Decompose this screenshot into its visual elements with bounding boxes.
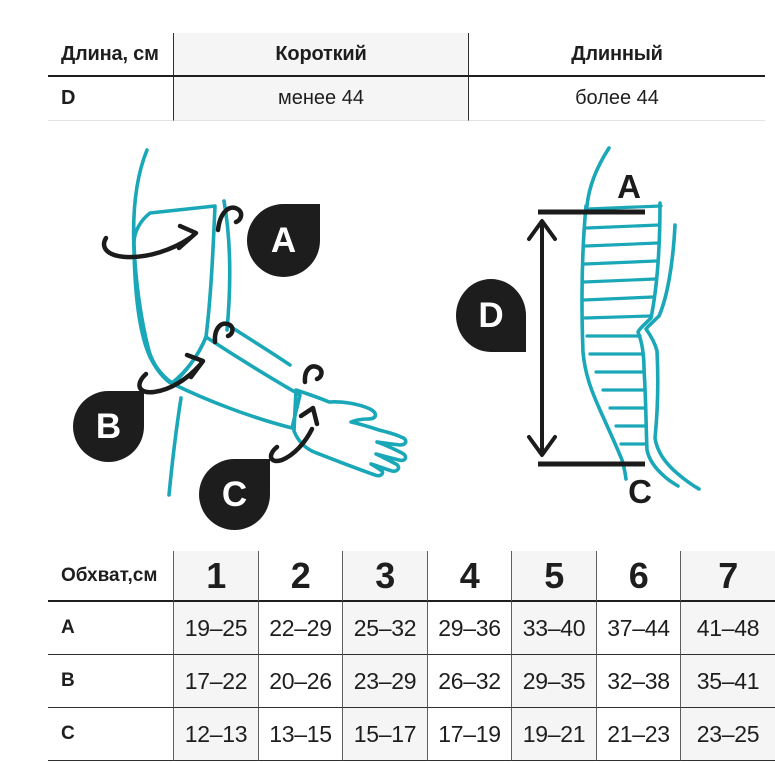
- girth-row-label-c: C: [48, 708, 173, 761]
- badge-a-letter: A: [270, 220, 297, 260]
- girth-cell-c3: 15–17: [342, 708, 427, 761]
- forearm-sleeve: [173, 337, 300, 428]
- girth-cell-c2: 13–15: [258, 708, 342, 761]
- badge-d-letter: D: [478, 295, 504, 335]
- badge-a: [247, 204, 320, 277]
- girth-cell-b1: 17–22: [173, 655, 258, 708]
- girth-row-label-a: A: [48, 602, 173, 655]
- girth-table-header-label: Обхват,см: [48, 551, 173, 602]
- size-header-1: 1: [173, 551, 258, 602]
- circumference-arrow-c-head: [301, 408, 317, 424]
- size-header-4: 4: [427, 551, 511, 602]
- length-value-short: менее 44: [173, 77, 468, 121]
- girth-cell-a5: 33–40: [511, 602, 596, 655]
- length-table: [48, 33, 765, 121]
- size-header-3: 3: [342, 551, 427, 602]
- length-column-short: Короткий: [173, 33, 468, 77]
- girth-cell-a7: 41–48: [680, 602, 775, 655]
- upper-arm-outer-contour: [224, 201, 230, 330]
- circumference-arrow-a-hook: [218, 208, 241, 230]
- badge-b: [73, 391, 144, 462]
- size-header-7: 7: [680, 551, 775, 602]
- girth-cell-a4: 29–36: [427, 602, 511, 655]
- figure-label-c: C: [628, 473, 652, 510]
- girth-cell-b4: 26–32: [427, 655, 511, 708]
- badge-c: [199, 459, 270, 530]
- length-value-long: более 44: [468, 77, 765, 121]
- badge-c-letter: C: [221, 474, 248, 514]
- length-row-label-d: D: [48, 77, 173, 121]
- torso-line: [169, 398, 181, 495]
- girth-cell-c5: 19–21: [511, 708, 596, 761]
- girth-cell-b5: 29–35: [511, 655, 596, 708]
- size-header-5: 5: [511, 551, 596, 602]
- badge-b-letter: B: [95, 406, 122, 446]
- circumference-arrow-c-hook: [305, 366, 322, 382]
- girth-cell-a3: 25–32: [342, 602, 427, 655]
- upper-arm-sleeve: [134, 206, 215, 383]
- girth-table: [48, 551, 775, 761]
- girth-cell-a1: 19–25: [173, 602, 258, 655]
- limb-outer-contour: [646, 225, 699, 489]
- badge-d: [456, 279, 526, 352]
- girth-cell-c7: 23–25: [680, 708, 775, 761]
- size-header-2: 2: [258, 551, 342, 602]
- shoulder-outline: [134, 150, 172, 384]
- circumference-arrow-b-hook: [215, 324, 233, 342]
- girth-cell-b6: 32–38: [596, 655, 680, 708]
- girth-cell-b2: 20–26: [258, 655, 342, 708]
- girth-cell-c4: 17–19: [427, 708, 511, 761]
- length-table-header-label: Длина, см: [48, 33, 173, 77]
- girth-cell-a6: 37–44: [596, 602, 680, 655]
- girth-cell-b3: 23–29: [342, 655, 427, 708]
- sleeve-top-curve: [587, 148, 609, 206]
- girth-row-label-b: B: [48, 655, 173, 708]
- girth-cell-c6: 21–23: [596, 708, 680, 761]
- figure-label-a: A: [617, 168, 641, 205]
- length-column-long: Длинный: [468, 33, 765, 77]
- girth-cell-b7: 35–41: [680, 655, 775, 708]
- girth-cell-a2: 22–29: [258, 602, 342, 655]
- size-header-6: 6: [596, 551, 680, 602]
- girth-cell-c1: 12–13: [173, 708, 258, 761]
